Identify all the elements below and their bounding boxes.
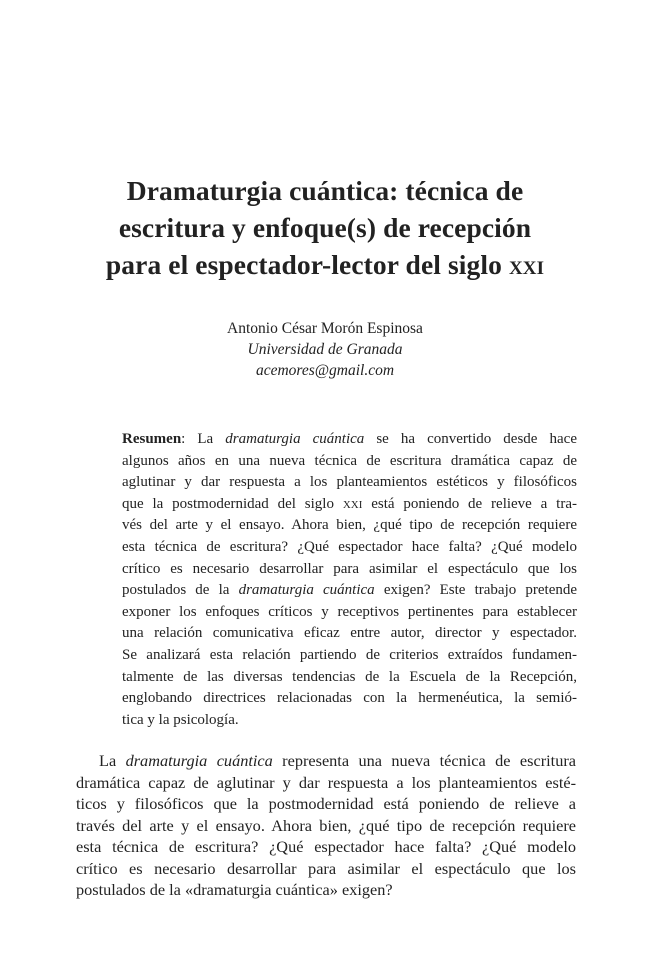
abstract-line: esta técnica de escritura? ¿Qué espectador hace falta? ¿Qué modelo — [122, 538, 577, 555]
abstract-line — [122, 429, 577, 451]
body-line: través del arte y el ensayo. Ahora bien, ¿qué tipo de recepción requiere — [76, 815, 576, 835]
author-name: Antonio César Morón Espinosa — [227, 320, 423, 337]
body-line — [76, 750, 576, 772]
abstract — [122, 429, 577, 731]
body-line: dramática capaz de aglutinar y dar respuesta a los planteamientos esté- — [76, 772, 576, 792]
abstract-line: exponer los enfoques críticos y receptivos pertinentes para establecer — [122, 603, 577, 620]
body-paragraph — [76, 750, 576, 901]
abstract-text: que la postmodernidad del siglo — [122, 495, 343, 512]
abstract-text: : La — [181, 431, 226, 447]
abstract-line: tica y la psicología. — [122, 711, 239, 728]
body-line: ticos y filosóficos que la postmodernidad está poniendo de relieve a — [76, 794, 576, 813]
abstract-italic: dramaturgia cuántica — [238, 582, 375, 599]
abstract-century: xxi — [342, 495, 363, 512]
body-line: esta técnica de escritura? ¿Qué espectador hace falta? ¿Qué modelo — [76, 837, 576, 856]
title-line-3 — [60, 246, 590, 283]
body-line: crítico es necesario desarrollar para asimilar el espectáculo que los — [76, 858, 576, 878]
title-line-1: Dramaturgia cuántica: técnica de — [126, 175, 524, 206]
abstract-line — [122, 494, 577, 516]
body-text: representa una nueva técnica de escritura — [272, 751, 576, 770]
abstract-line: talmente de las diversas tendencias de la Escuela de la Recepción, — [122, 668, 577, 685]
abstract-text: exigen? Este trabajo pretende — [374, 582, 578, 599]
title-century: xxi — [508, 249, 545, 280]
author-block — [0, 318, 650, 381]
title-line-3-text: para el espectador-lector del siglo — [105, 249, 502, 280]
abstract-line — [122, 580, 577, 602]
abstract-line: una relación comunicativa eficaz entre autor, director y espectador. — [122, 625, 577, 642]
abstract-line: vés del arte y el ensayo. Ahora bien, ¿qué tipo de recepción requiere — [122, 517, 577, 534]
abstract-line: englobando directrices relacionadas con la hermenéutica, la semió- — [122, 690, 577, 707]
paper-title — [60, 172, 590, 283]
body-italic: dramaturgia cuántica — [125, 751, 273, 770]
abstract-text: se ha convertido desde hace — [364, 431, 577, 447]
abstract-text: postulados de la — [122, 582, 239, 599]
abstract-line: algunos años en una nueva técnica de escritura dramática capaz de — [122, 452, 577, 469]
body-line: postulados de la «dramaturgia cuántica» exigen? — [76, 880, 393, 899]
abstract-text: está poniendo de relieve a tra- — [362, 495, 577, 512]
author-affiliation: Universidad de Granada — [247, 341, 403, 358]
title-line-2: escritura y enfoque(s) de recepción — [118, 212, 532, 243]
abstract-line: aglutinar y dar respuesta a los planteamientos estéticos y filosóficos — [122, 474, 577, 491]
abstract-line: crítico es necesario desarrollar para asimilar el espectáculo que los — [122, 560, 577, 577]
abstract-label: Resumen — [122, 431, 182, 447]
author-email: acemores@gmail.com — [255, 362, 395, 379]
abstract-italic: dramaturgia cuántica — [225, 431, 365, 447]
body-text: La — [99, 751, 126, 770]
abstract-line: Se analizará esta relación partiendo de criterios extraídos fundamen- — [122, 646, 577, 663]
